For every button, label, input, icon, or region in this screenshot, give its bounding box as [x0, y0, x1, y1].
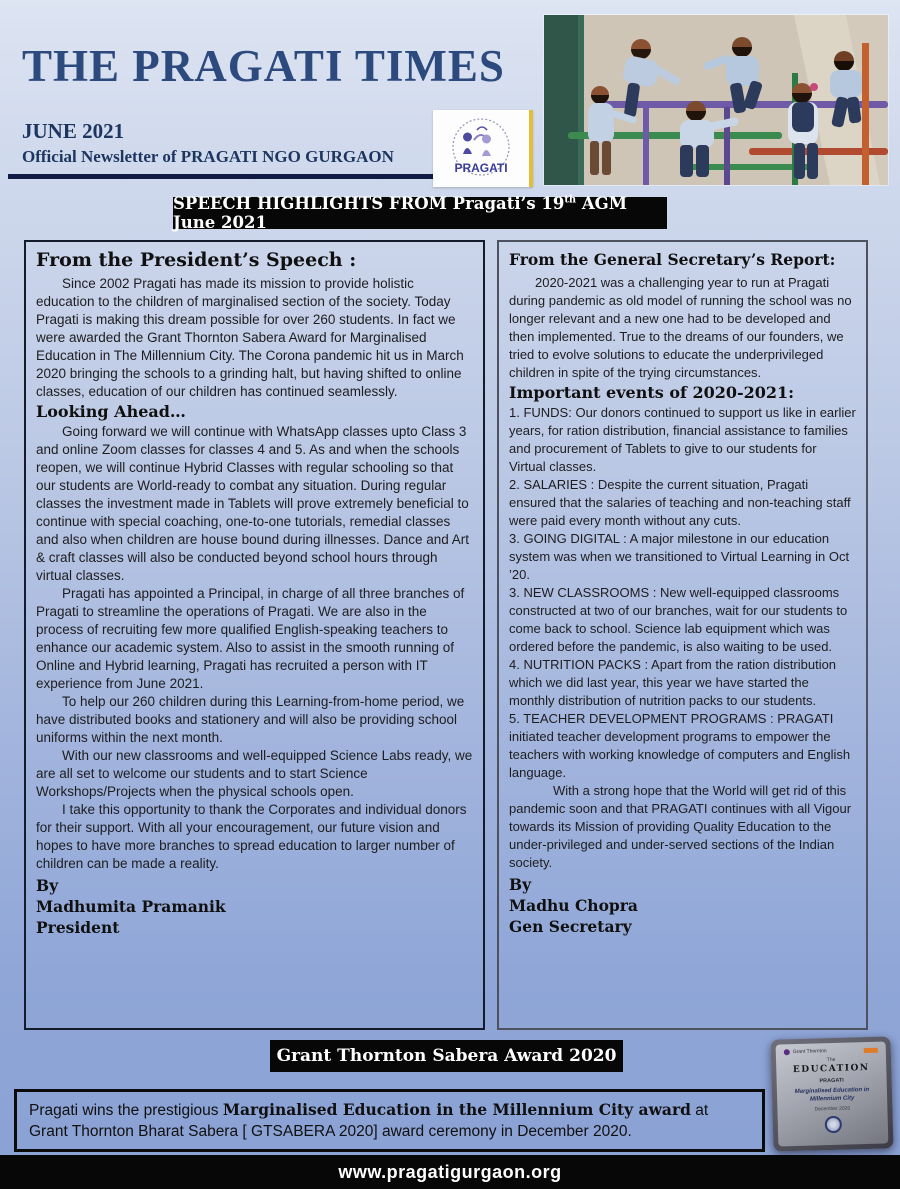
- president-speech-section: [24, 240, 485, 1030]
- paragraph: I take this opportunity to thank the Corporates and individual donors for their support. With all your encouragement, our future vision and hopes to have more branches to spread education to larger number of children can be made a reality.: [36, 802, 467, 871]
- page-title: THE PRAGATI TIMES: [22, 41, 505, 91]
- newsletter-subtitle: Official Newsletter of PRAGATI NGO GURGAON: [22, 147, 394, 166]
- plaque-org: PRAGATI: [819, 1077, 844, 1085]
- byline-role: President: [36, 918, 120, 937]
- secretary-report-body: [509, 274, 856, 872]
- issue-date: JUNE 2021: [22, 119, 125, 143]
- paragraph: Going forward we will continue with WhatsApp classes upto Class 3 and online Zoom classes for classes 4 and 5. As and when the schools reopen, we will continue Hybrid Classes with regular schooling so that our students are World-ready to combat any situation. During regular classes the investment made in Tablets will prove extremely beneficial to continue with special coaching, one-to-one tutorials, remedial classes and also when children are house bound during illnesses. Dance and Art & craft classes will also be conducted beyond school hours through virtual classes.: [36, 424, 470, 583]
- paragraph: To help our 260 children during this Learning-from-home period, we have distributed books and stationery and will also be providing school uniforms within the next month.: [36, 694, 465, 745]
- paragraph: Pragati has appointed a Principal, in charge of all three branches of Pragati to streamline the operations of Pragati. We are also in the process of recruiting few more qualified English-speaking teachers to enhance our academic system. Also to assist in the smooth running of Online and Hybrid learning, Pragati has recruited a person with IT experience from June 2021.: [36, 586, 465, 691]
- president-speech-body: [36, 275, 473, 873]
- plaque-small-line: The: [826, 1056, 836, 1064]
- footer-website-link[interactable]: www.pragatigurgaon.org: [338, 1161, 562, 1182]
- byline-author: Madhu Chopra: [509, 896, 638, 915]
- byline-by: By: [509, 875, 532, 894]
- grant-thornton-logo-icon: [784, 1049, 790, 1055]
- pragati-logo-figures-icon: [433, 110, 529, 187]
- award-seal-icon: [824, 1116, 841, 1133]
- orange-brand-mark-icon: [864, 1047, 878, 1052]
- agm-banner-text: SPEECH HIGHLIGHTS FROM Pragati’s 19th AGM June 2021: [173, 194, 627, 232]
- award-note-text: Pragati wins the prestigious Marginalised Education in the Millennium City award at Grant Thornton Bharat Sabera [ GTSABERA 2020] award ceremony in December 2020.: [29, 1100, 709, 1140]
- secretary-report-section: [497, 240, 868, 1030]
- secretary-byline: [509, 874, 856, 937]
- paragraph: Since 2002 Pragati has made its mission to provide holistic education to the children of marginalised section of the society. Today Pragati is making this dream possible for over 260 students. In fact we were awarded the Grant Thornton Sabera Award for Marginalised Education in The Millennium City. The Corona pandemic hit us in March 2020 bringing the schools to a grinding halt, but having shifted to online classes, education of our children has continued seamlessly.: [36, 276, 464, 399]
- byline-author: Madhumita Pramanik: [36, 897, 226, 916]
- event-item: 3. NEW CLASSROOMS : New well-equipped classrooms constructed at two of our branches, wait for our students to come back to school. Science lab equipment which was ordered before the pandemic, is also waiting to be used.: [509, 585, 848, 654]
- paragraph: With a strong hope that the World will get rid of this pandemic soon and that PRAGATI continues with all Vigour towards its Mission of providing Quality Education to the under-privileged and under-served sections of the Indian society.: [509, 783, 852, 870]
- plaque-award-title: Marginalised Education in Millennium City: [794, 1086, 870, 1103]
- paragraph: 2020-2021 was a challenging year to run at Pragati during pandemic as old model of running the school was no longer relevant and a new one had to be developed and then implemented. True to the dreams of our founders, we tried to evolve solutions to educate the underprivileged children in spite of the trying circumstances.: [509, 275, 852, 380]
- president-byline: [36, 875, 473, 938]
- event-item: 1. FUNDS: Our donors continued to support us like in earlier years, for ration distribution, financial assistance to families and procurement of Tablets to give to our students for Virtual classes.: [509, 405, 856, 474]
- agm-highlights-banner: [173, 194, 667, 232]
- byline-role: Gen Secretary: [509, 917, 632, 936]
- svg-text:PRAGATI: PRAGATI: [454, 161, 508, 175]
- plaque-date: December 2020: [814, 1105, 851, 1113]
- looking-ahead-heading: Looking Ahead…: [36, 402, 186, 421]
- children-playground-photo: [544, 15, 888, 185]
- byline-by: By: [36, 876, 59, 895]
- award-plaque-face: [776, 1041, 889, 1146]
- plaque-heading: EDUCATION: [792, 1062, 870, 1076]
- important-events-heading: Important events of 2020-2021:: [509, 383, 795, 402]
- pragati-logo: [433, 110, 533, 187]
- award-note-highlight: Marginalised Education in the Millennium City award: [222, 1100, 691, 1119]
- event-item: 5. TEACHER DEVELOPMENT PROGRAMS : PRAGATI initiated teacher development programs to empower the teachers with working knowledge of computers and English language.: [509, 711, 851, 780]
- plaque-brand-label: Grant Thornton: [792, 1048, 827, 1056]
- award-plaque-photo: [770, 1036, 893, 1151]
- secretary-report-heading: From the General Secretary’s Report:: [509, 250, 836, 269]
- footer-bar: [0, 1155, 900, 1189]
- sabera-award-banner: Grant Thornton Sabera Award 2020: [270, 1040, 623, 1072]
- event-item: 3. GOING DIGITAL : A major milestone in our education system was when we transitioned to Virtual Learning in Oct ’20.: [509, 531, 850, 582]
- plaque-brand-row: [776, 1046, 886, 1055]
- event-item: 4. NUTRITION PACKS : Apart from the ration distribution which we did last year, this year we have started the monthly distribution of nutrition packs to our students.: [509, 657, 837, 708]
- paragraph: With our new classrooms and well-equipped Science Labs ready, we are all set to welcome our students and to start Science Workshops/Projects when the physical schools open.: [36, 748, 473, 799]
- president-speech-heading: From the President’s Speech :: [36, 249, 357, 271]
- award-note-box: [14, 1089, 765, 1152]
- event-item: 2. SALARIES : Despite the current situation, Pragati ensured that the salaries of teaching and non-teaching staff were paid every month without any cuts.: [509, 477, 851, 528]
